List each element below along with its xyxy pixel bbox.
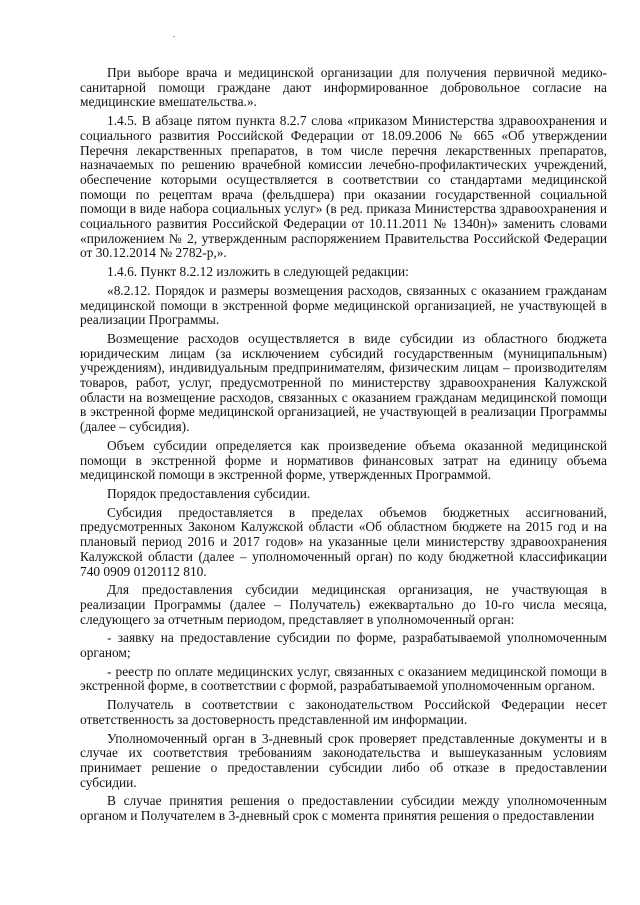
paragraph-recipient-submission: Для предоставления субсидии медицинская организация, не участвующая в реализации Программы (далее – Получатель) ежеквартально до 10-го числа месяца, следующего за отчетным периодом, представляет в уполномоченный орган:: [80, 582, 607, 627]
paragraph-reimbursement: Возмещение расходов осуществляется в виде субсидии из областного бюджета юридическим лицам (за исключением субсидий государственным (муниципальным) учреждениям), индивидуальным предпринимателям, физическим лицам – производителям товаров, работ, услуг, предусмотренной по министерству здравоохранения Калужской области на возмещение расходов, связанных с оказанием гражданам медицинской помощи в экстренной форме медицинской организацией, не участвующей в реализации Программы (далее – субсидия).: [80, 330, 607, 435]
paragraph-review: Уполномоченный орган в 3-дневный срок проверяет представленные документы и в случае их соответствия требованиям законодательства и вышеуказанным условиям принимает решение о предоставлении субсидии либо об отказе в предоставлении субсидии.: [80, 730, 607, 790]
paragraph-subsidy-volume: Объем субсидии определяется как произведение объема оказанной медицинской помощи в экстренной форме и нормативов финансовых затрат на единицу объема медицинской помощи в экстренной форме, утвержденных Программой.: [80, 437, 607, 483]
paragraph-agreement: В случае принятия решения о предоставлении субсидии между уполномоченным органом и Получателем в 3-дневный срок с момента принятия решения о предоставлении: [80, 793, 607, 824]
paragraph-procedure-heading: Порядок предоставления субсидии.: [107, 485, 311, 501]
list-item-registry: - реестр по оплате медицинских услуг, связанных с оказанием медицинской помощи в экстренной форме, в соответствии с формой, разрабатываемой уполномоченным органом.: [80, 663, 607, 694]
document-body: [80, 66, 607, 828]
paragraph-1-4-6: 1.4.6. Пункт 8.2.12 изложить в следующей редакции:: [107, 264, 409, 280]
paragraph-informed-consent: При выборе врача и медицинской организации для получения первичной медико-санитарной помощи граждане дают информированное добровольное согласие на медицинские вмешательства.».: [80, 65, 607, 110]
paragraph-responsibility: Получатель в соответствии с законодательством Российской Федерации несет ответственность за достоверность представленной им информации.: [80, 697, 607, 727]
paragraph-8-2-12: «8.2.12. Порядок и размеры возмещения расходов, связанных с оказанием гражданам медицинской помощи в экстренной форме медицинской организацией, не участвующей в реализации Программы.: [80, 282, 607, 328]
paragraph-1-4-5: 1.4.5. В абзаце пятом пункта 8.2.7 слова «приказом Министерства здравоохранения и социального развития Российской Федерации от 18.09.2006 № 665 «Об утверждении Перечня лекарственных препаратов, в том числе перечня лекарственных препаратов, назначаемых по решению врачебной комиссии лечебно-профилактических учреждений, обеспечение которыми осуществляется в соответствии со стандартами медицинской помощи по рецептам врача (фельдшера) при оказании государственной социальной помощи в виде набора социальных услуг» (в ред. приказа Министерства здравоохранения и социального развития Российской Федерации от 10.11.2011 № 1340н)» заменить словами «приложением № 2, утвержденным распоряжением Правительства Российской Федерации от 30.12.2014 № 2782-р,».: [80, 113, 607, 261]
scan-speck: [173, 36, 175, 37]
list-item-application: - заявку на предоставление субсидии по форме, разрабатываемой уполномоченным органом;: [80, 630, 607, 661]
paragraph-budget-allocation: Субсидия предоставляется в пределах объемов бюджетных ассигнований, предусмотренных Законом Калужской области «Об областном бюджете на 2015 год и на плановый период 2016 и 2017 годов» на указанные цели министерству здравоохранения Калужской области (далее – уполномоченный орган) по коду бюджетной классификации 740 0909 0120112 810.: [80, 504, 607, 579]
